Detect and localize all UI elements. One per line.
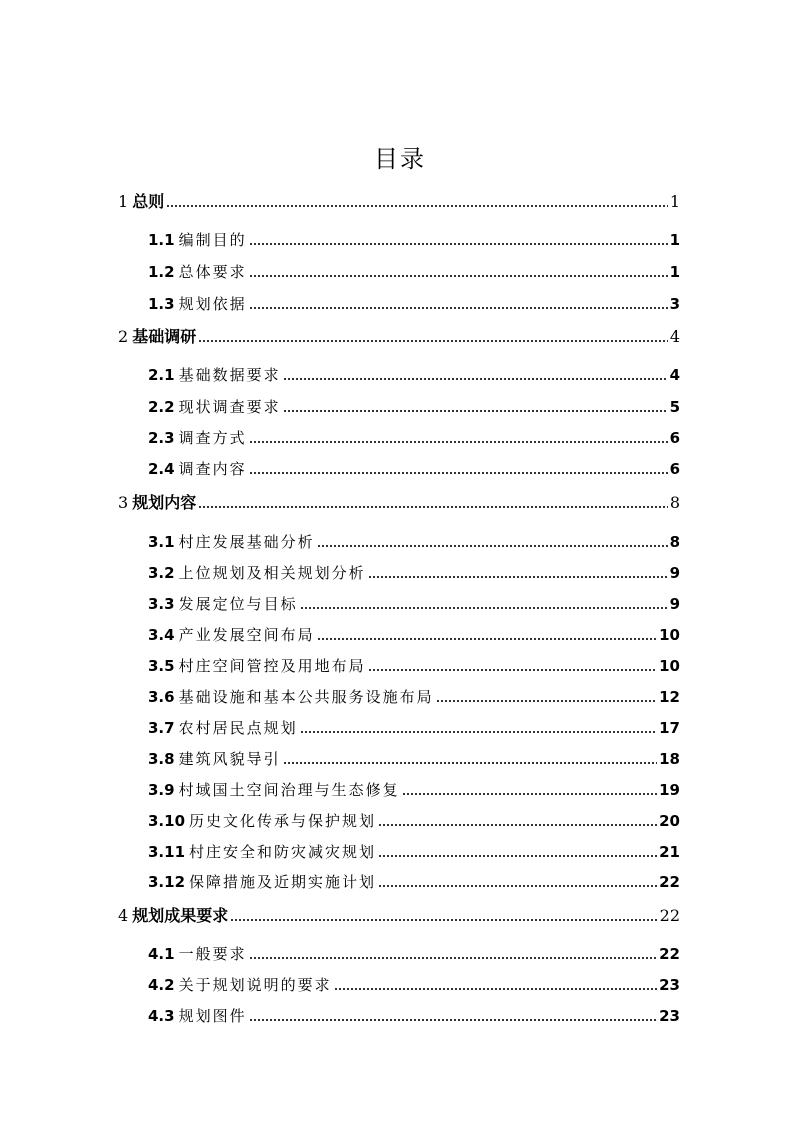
entry-number: 3 xyxy=(118,493,129,512)
entry-title: 产业发展空间布局 xyxy=(178,626,315,644)
entry-number: 2 xyxy=(118,327,129,346)
dot-leader xyxy=(249,957,658,959)
entry-page-number: 8 xyxy=(669,493,680,512)
entry-title: 一般要求 xyxy=(178,945,247,963)
entry-title: 总体要求 xyxy=(178,263,247,281)
dot-leader xyxy=(249,243,668,245)
dot-leader xyxy=(402,793,658,795)
entry-number: 2.3 xyxy=(148,429,175,447)
entry-number: 3.11 xyxy=(148,843,186,861)
toc-chapter-entry[interactable] xyxy=(118,325,680,349)
entry-number: 3.12 xyxy=(148,873,186,891)
dot-leader xyxy=(378,885,657,887)
entry-title: 保障措施及近期实施计划 xyxy=(189,873,377,891)
toc-section-entry[interactable] xyxy=(148,973,680,997)
toc-section-entry[interactable] xyxy=(148,778,680,802)
dot-leader xyxy=(283,378,668,380)
entry-number: 3.7 xyxy=(148,719,175,737)
entry-page-number: 5 xyxy=(669,398,680,416)
dot-leader xyxy=(317,545,668,547)
entry-title: 规划内容 xyxy=(132,493,197,512)
entry-title: 关于规划说明的要求 xyxy=(178,976,332,994)
entry-title: 调查内容 xyxy=(178,460,247,478)
entry-number: 2.1 xyxy=(148,366,175,384)
entry-page-number: 10 xyxy=(659,626,680,644)
entry-page-number: 4 xyxy=(669,366,680,384)
toc-section-entry[interactable] xyxy=(148,685,680,709)
toc-section-entry[interactable] xyxy=(148,870,680,894)
dot-leader xyxy=(300,607,668,609)
dot-leader xyxy=(249,275,668,277)
dot-leader xyxy=(249,472,668,474)
entry-number: 3.9 xyxy=(148,781,175,799)
entry-page-number: 23 xyxy=(659,1007,680,1025)
entry-page-number: 8 xyxy=(669,533,680,551)
dot-leader xyxy=(378,855,657,857)
entry-title: 村域国土空间治理与生态修复 xyxy=(178,781,400,799)
toc-section-entry[interactable] xyxy=(148,561,680,585)
dot-leader xyxy=(334,988,658,990)
toc-section-entry[interactable] xyxy=(148,840,680,864)
dot-leader xyxy=(249,307,668,309)
entry-page-number: 9 xyxy=(669,595,680,613)
entry-page-number: 10 xyxy=(659,657,680,675)
toc-section-entry[interactable] xyxy=(148,395,680,419)
dot-leader xyxy=(166,205,668,207)
dot-leader xyxy=(249,441,668,443)
dot-leader xyxy=(368,669,658,671)
entry-number: 1.3 xyxy=(148,295,175,313)
entry-page-number: 12 xyxy=(659,688,680,706)
entry-page-number: 1 xyxy=(669,192,680,211)
entry-title: 村庄安全和防灾减灾规划 xyxy=(189,843,377,861)
dot-leader xyxy=(249,1019,658,1021)
entry-title: 现状调查要求 xyxy=(178,398,281,416)
toc-section-entry[interactable] xyxy=(148,942,680,966)
toc-section-entry[interactable] xyxy=(148,457,680,481)
entry-title: 历史文化传承与保护规划 xyxy=(189,812,377,830)
dot-leader xyxy=(283,410,668,412)
entry-page-number: 6 xyxy=(669,429,680,447)
entry-title: 发展定位与目标 xyxy=(178,595,298,613)
entry-page-number: 22 xyxy=(659,906,680,925)
toc-section-entry[interactable] xyxy=(148,292,680,316)
entry-title: 村庄空间管控及用地布局 xyxy=(178,657,366,675)
entry-number: 3.6 xyxy=(148,688,175,706)
entry-title: 调查方式 xyxy=(178,429,247,447)
entry-page-number: 19 xyxy=(659,781,680,799)
entry-number: 3.3 xyxy=(148,595,175,613)
toc-section-entry[interactable] xyxy=(148,530,680,554)
entry-page-number: 18 xyxy=(659,750,680,768)
entry-number: 3.5 xyxy=(148,657,175,675)
entry-page-number: 6 xyxy=(669,460,680,478)
entry-page-number: 23 xyxy=(659,976,680,994)
entry-title: 基础数据要求 xyxy=(178,366,281,384)
entry-page-number: 9 xyxy=(669,564,680,582)
entry-page-number: 4 xyxy=(669,327,680,346)
entry-number: 4.3 xyxy=(148,1007,175,1025)
entry-number: 4.2 xyxy=(148,976,175,994)
entry-number: 2.2 xyxy=(148,398,175,416)
toc-section-entry[interactable] xyxy=(148,363,680,387)
entry-number: 4 xyxy=(118,906,129,925)
entry-title: 农村居民点规划 xyxy=(178,719,298,737)
toc-section-entry[interactable] xyxy=(148,228,680,252)
entry-page-number: 3 xyxy=(669,295,680,313)
entry-title: 规划图件 xyxy=(178,1007,247,1025)
entry-title: 编制目的 xyxy=(178,231,247,249)
dot-leader xyxy=(436,700,658,702)
entry-number: 3.4 xyxy=(148,626,175,644)
entry-number: 2.4 xyxy=(148,460,175,478)
toc-section-entry[interactable] xyxy=(148,592,680,616)
dot-leader xyxy=(317,638,658,640)
dot-leader xyxy=(378,824,657,826)
entry-number: 3.8 xyxy=(148,750,175,768)
entry-title: 上位规划及相关规划分析 xyxy=(178,564,366,582)
entry-title: 村庄发展基础分析 xyxy=(178,533,315,551)
entry-title: 建筑风貌导引 xyxy=(178,750,281,768)
toc-chapter-entry[interactable] xyxy=(118,190,680,214)
toc-section-entry[interactable] xyxy=(148,623,680,647)
entry-title: 规划成果要求 xyxy=(132,906,229,925)
entry-number: 3.1 xyxy=(148,533,175,551)
entry-title: 总则 xyxy=(132,192,165,211)
entry-number: 4.1 xyxy=(148,945,175,963)
entry-number: 1.1 xyxy=(148,231,175,249)
entry-number: 3.2 xyxy=(148,564,175,582)
toc-chapter-entry[interactable] xyxy=(118,491,680,515)
entry-page-number: 17 xyxy=(659,719,680,737)
toc-section-entry[interactable] xyxy=(148,654,680,678)
entry-number: 3.10 xyxy=(148,812,186,830)
entry-title: 基础调研 xyxy=(132,327,197,346)
entry-page-number: 1 xyxy=(669,231,680,249)
entry-number: 1 xyxy=(118,192,129,211)
toc-section-entry[interactable] xyxy=(148,747,680,771)
dot-leader xyxy=(198,506,668,508)
toc-chapter-entry[interactable] xyxy=(118,904,680,928)
entry-title: 基础设施和基本公共服务设施布局 xyxy=(178,688,434,706)
dot-leader xyxy=(283,762,658,764)
entry-page-number: 1 xyxy=(669,263,680,281)
toc-section-entry[interactable] xyxy=(148,1004,680,1028)
toc-section-entry[interactable] xyxy=(148,260,680,284)
dot-leader xyxy=(368,576,668,578)
toc-section-entry[interactable] xyxy=(148,716,680,740)
toc-section-entry[interactable] xyxy=(148,809,680,833)
entry-page-number: 22 xyxy=(659,873,680,891)
entry-page-number: 21 xyxy=(659,843,680,861)
entry-page-number: 22 xyxy=(659,945,680,963)
entry-page-number: 20 xyxy=(659,812,680,830)
toc-section-entry[interactable] xyxy=(148,426,680,450)
entry-title: 规划依据 xyxy=(178,295,247,313)
dot-leader xyxy=(198,340,668,342)
dot-leader xyxy=(230,919,657,921)
dot-leader xyxy=(300,731,658,733)
toc-title: 目录 xyxy=(374,145,426,173)
entry-number: 1.2 xyxy=(148,263,175,281)
